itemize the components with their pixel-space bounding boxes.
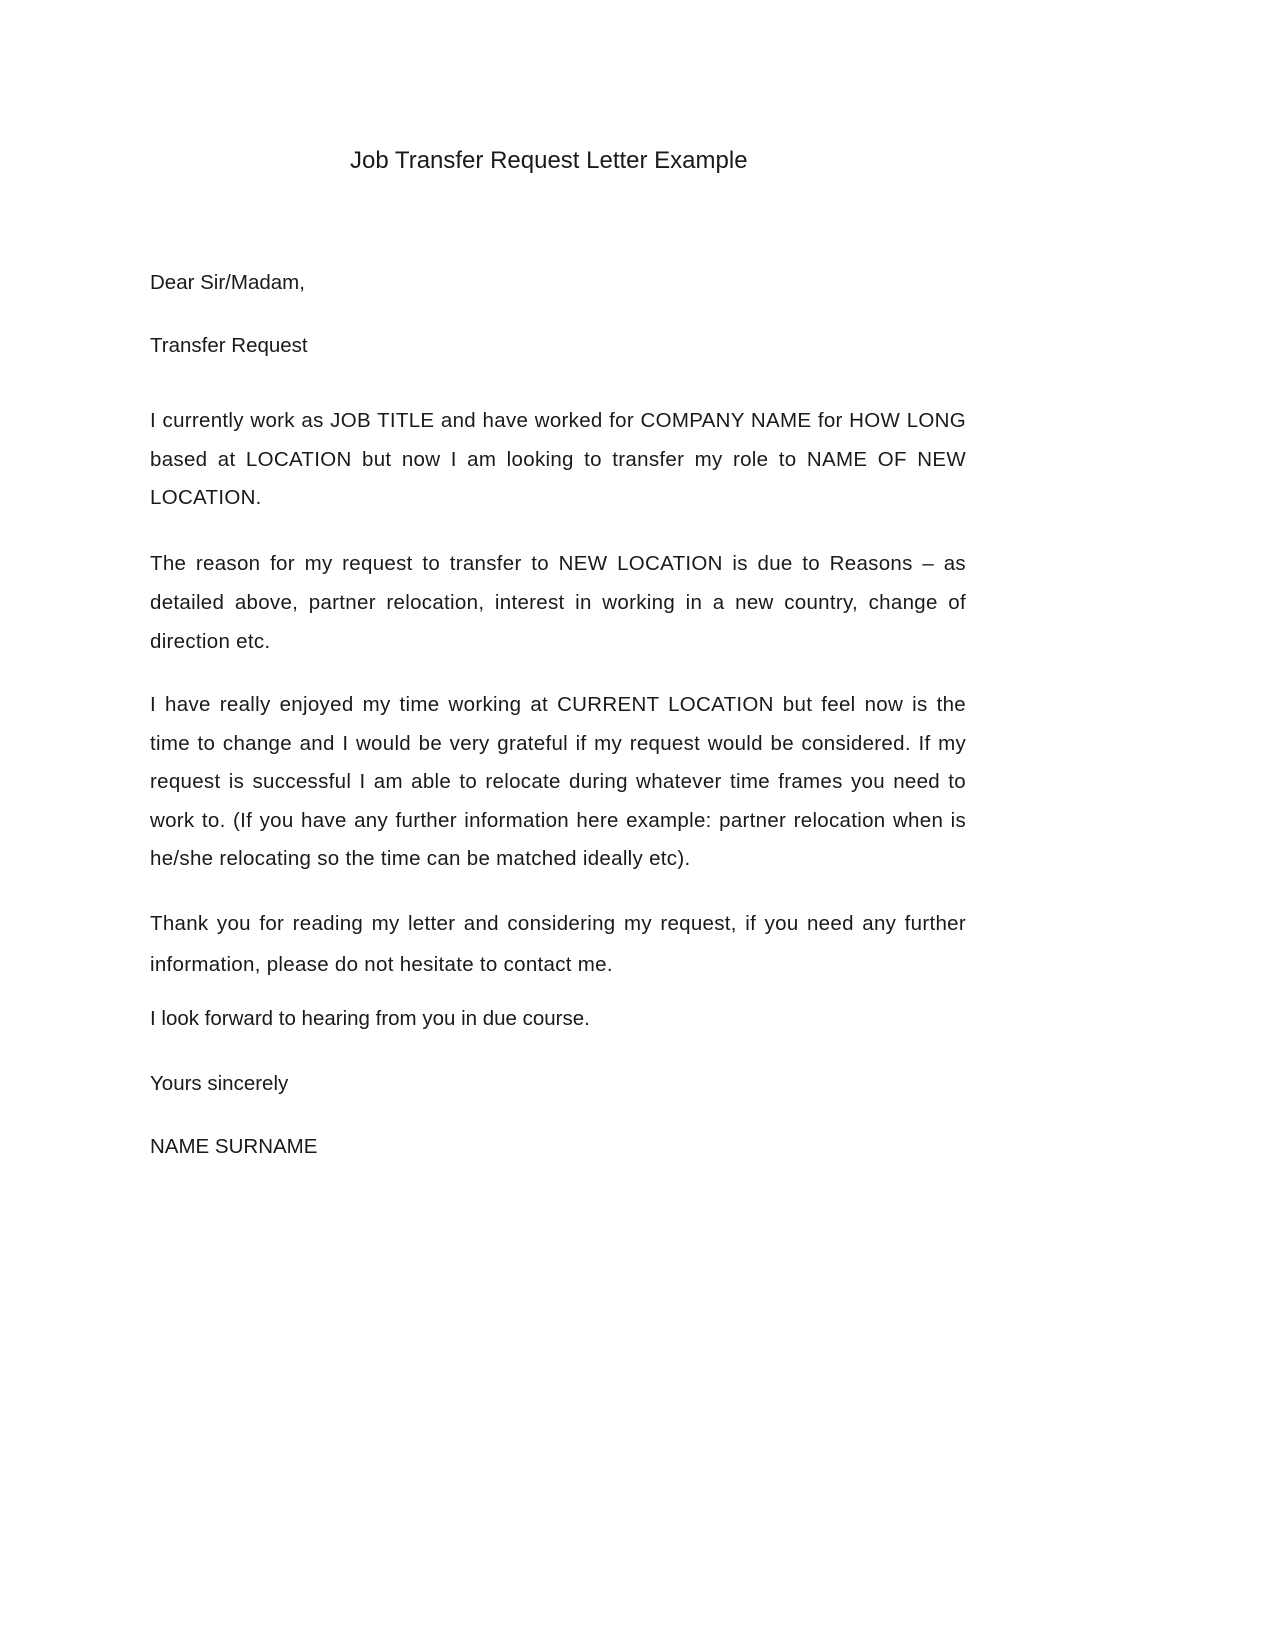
signature-name: NAME SURNAME <box>150 1135 318 1158</box>
closing-line: I look forward to hearing from you in due course. <box>150 1007 590 1030</box>
paragraph-current-role: I currently work as JOB TITLE and have worked for COMPANY NAME for HOW LONG based at LOCATION but now I am looking to transfer my role to NAME OF NEW LOCATION. <box>150 409 966 509</box>
paragraph-thanks: Thank you for reading my letter and considering my request, if you need any further information, please do not hesitate to contact me. <box>150 912 966 976</box>
sign-off: Yours sincerely <box>150 1072 289 1095</box>
paragraph-reason: The reason for my request to transfer to NEW LOCATION is due to Reasons – as detailed above, partner relocation, interest in working in a new country, change of direction etc. <box>150 552 966 653</box>
document-title: Job Transfer Request Letter Example <box>350 147 748 174</box>
paragraph-experience: I have really enjoyed my time working at CURRENT LOCATION but feel now is the time to change and I would be very grateful if my request would be considered. If my request is successful I am able to relocate during whatever time frames you need to work to. (If you have any further information here example: partner relocation when is he/she relocating so the time can be matched ideally etc). <box>150 693 966 870</box>
subject-line: Transfer Request <box>150 334 308 357</box>
salutation: Dear Sir/Madam, <box>150 271 305 294</box>
